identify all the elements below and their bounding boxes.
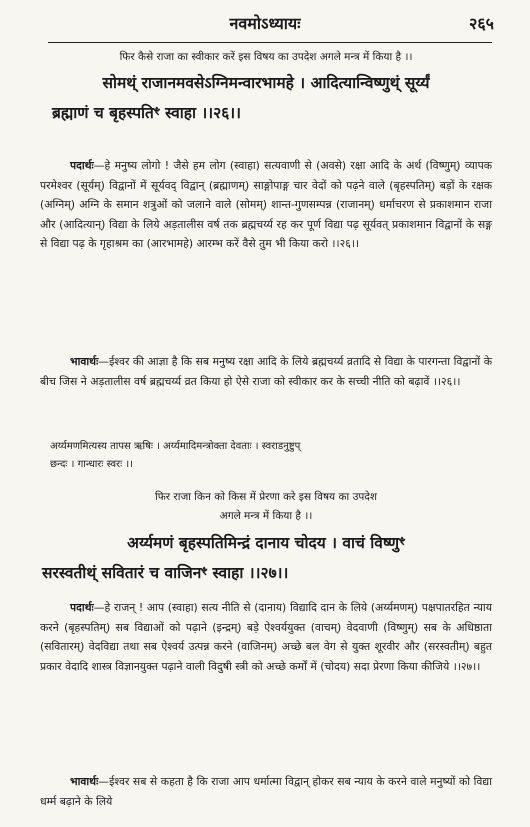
rishi-line-1: अर्य्यमणमित्यस्य तापस ऋषिः । अर्य्यमादिमन्त्रोक्ता देवताः । स्वराडनुष्टुप् bbox=[50, 441, 301, 452]
intro-2-line-2: अगले मन्त्र में किया है ।। bbox=[219, 510, 313, 522]
padartha-26 bbox=[40, 156, 492, 254]
padartha-label: पदार्थः bbox=[70, 159, 94, 172]
bhavartha-26-text: —ईश्वर की आज्ञा है कि सब मनुष्य रक्षा आदि के लिये ब्रह्मचर्य्य व्रतादि से विद्या के पारगन्ता विद्वानों के बीच जिस ने अड़तालीस वर्ष ब्रह्मचर्य्य व्रत किया हो ऐसे राजा को स्वीकार कर के सच्ची नीति को बढ़ावें ।।२६।। bbox=[40, 355, 492, 388]
mantra-27-line-2: सरस्वतीथ्ं सवितारं च वाजिनꣳ स्वाहा ।।२७।। bbox=[42, 564, 289, 582]
mantra-27-line-1: अर्य्यमणं बृहस्पतिमिन्द्रं दानाय चोदय । वाचं विष्णुꣳ bbox=[127, 534, 405, 552]
mantra-26-line-1: सोमथ्ं राजानमवसेऽग्निमन्वारभामहे । आदित्यान्विष्णुथ्ं सूर्य्यं bbox=[102, 74, 430, 92]
header-rule bbox=[48, 42, 492, 43]
bhavartha-27-text: —ईश्वर सब से कहता है कि राजा आप धर्मात्मा विद्वान् होकर सब न्याय के करने वाले मनुष्यों को विद्या धर्म्म बढ़ाने के लिये bbox=[40, 775, 492, 808]
rishi-devata-27 bbox=[40, 438, 492, 474]
intro-2-line-1: फिर राजा किन को किस में प्रेरणा करे इस विषय का उपदेश bbox=[154, 491, 378, 503]
bhavartha-label: भावार्थः bbox=[70, 775, 99, 788]
bhavartha-27 bbox=[40, 772, 492, 811]
mantra-26 bbox=[40, 68, 492, 128]
padartha-26-text: —हे मनुष्य लोगो ! जैसे हम लोग (स्वाहा) सत्यवाणी से (अवसे) रक्षा आदि के अर्थ (विष्णुम्) व्यापक परमेश्वर (सूर्यम्) विद्वानों में सूर्यवद् विद्वान् (ब्रह्माणम्) साङ्गोपाङ्ग चार वेदों को पढ़ने वाले (बृहस्पतिम्) बड़ों के रक्षक (अग्निम्) अग्नि के समान शत्रुओं को जलाने वाले (सोमम्) शान्त-गुणसम्पन्न (राजानम्) धर्माचरण से प्रकाशमान राजा और (आदित्यान्) विद्या के लिये अड़तालीस वर्ष तक ब्रह्मचर्य्य रह कर पूर्ण विद्या पढ़ सूर्यवत् प्रकाशमान विद्वानों के सङ्ग से विद्या पढ़ के गृहाश्रम का (आरभामहे) आरम्भ करें वैसे तुम भी किया करो ।।२६।। bbox=[40, 159, 492, 250]
bhavartha-26 bbox=[40, 352, 492, 391]
page-header bbox=[0, 12, 530, 38]
padartha-27-text: —हे राजन् ! आप (स्वाहा) सत्य नीति से (दानाय) विद्यादि दान के लिये (अर्य्यमणम्) पक्षपातरहित न्याय करने (बृहस्पतिम्) सब विद्याओं को पढ़ाने (इन्द्रम्) बड़े ऐश्वर्ययुक्त (वाचम्) वेदवाणी (विष्णुम्) सब के अधिष्ठाता (सवितारम्) वेदविद्या तथा सब ऐश्वर्य उत्पन्न करने (वाजिनम्) अच्छे बल वेग से युक्त शूरवीर और (सरस्वतीम्) बहुत प्रकार वेदादि शास्त्र विज्ञानयुक्त पढ़ाने वाली विदुषी स्त्री को अच्छे कर्मों में (चोदय) सदा प्रेरणा किया कीजिये ।।२७।। bbox=[40, 601, 492, 673]
page-number: २६५ bbox=[469, 14, 494, 33]
padartha-27 bbox=[40, 598, 492, 676]
padartha-label: पदार्थः bbox=[70, 601, 94, 614]
mantra-26-intro: फिर कैसे राजा का स्वीकार करें इस विषय का उपदेश अगले मन्त्र में किया है ।। bbox=[119, 51, 413, 63]
mantra-27 bbox=[40, 528, 492, 588]
chapter-title: नवमोऽध्यायः bbox=[229, 14, 301, 33]
rishi-line-2: छन्दः । गान्धारः स्वरः ।। bbox=[50, 459, 133, 470]
bhavartha-label: भावार्थः bbox=[70, 355, 99, 368]
mantra-27-intro bbox=[40, 488, 492, 526]
mantra-26-line-2: ब्रह्माणं च बृहस्पतिꣳ स्वाहा ।।२६।। bbox=[52, 104, 242, 122]
